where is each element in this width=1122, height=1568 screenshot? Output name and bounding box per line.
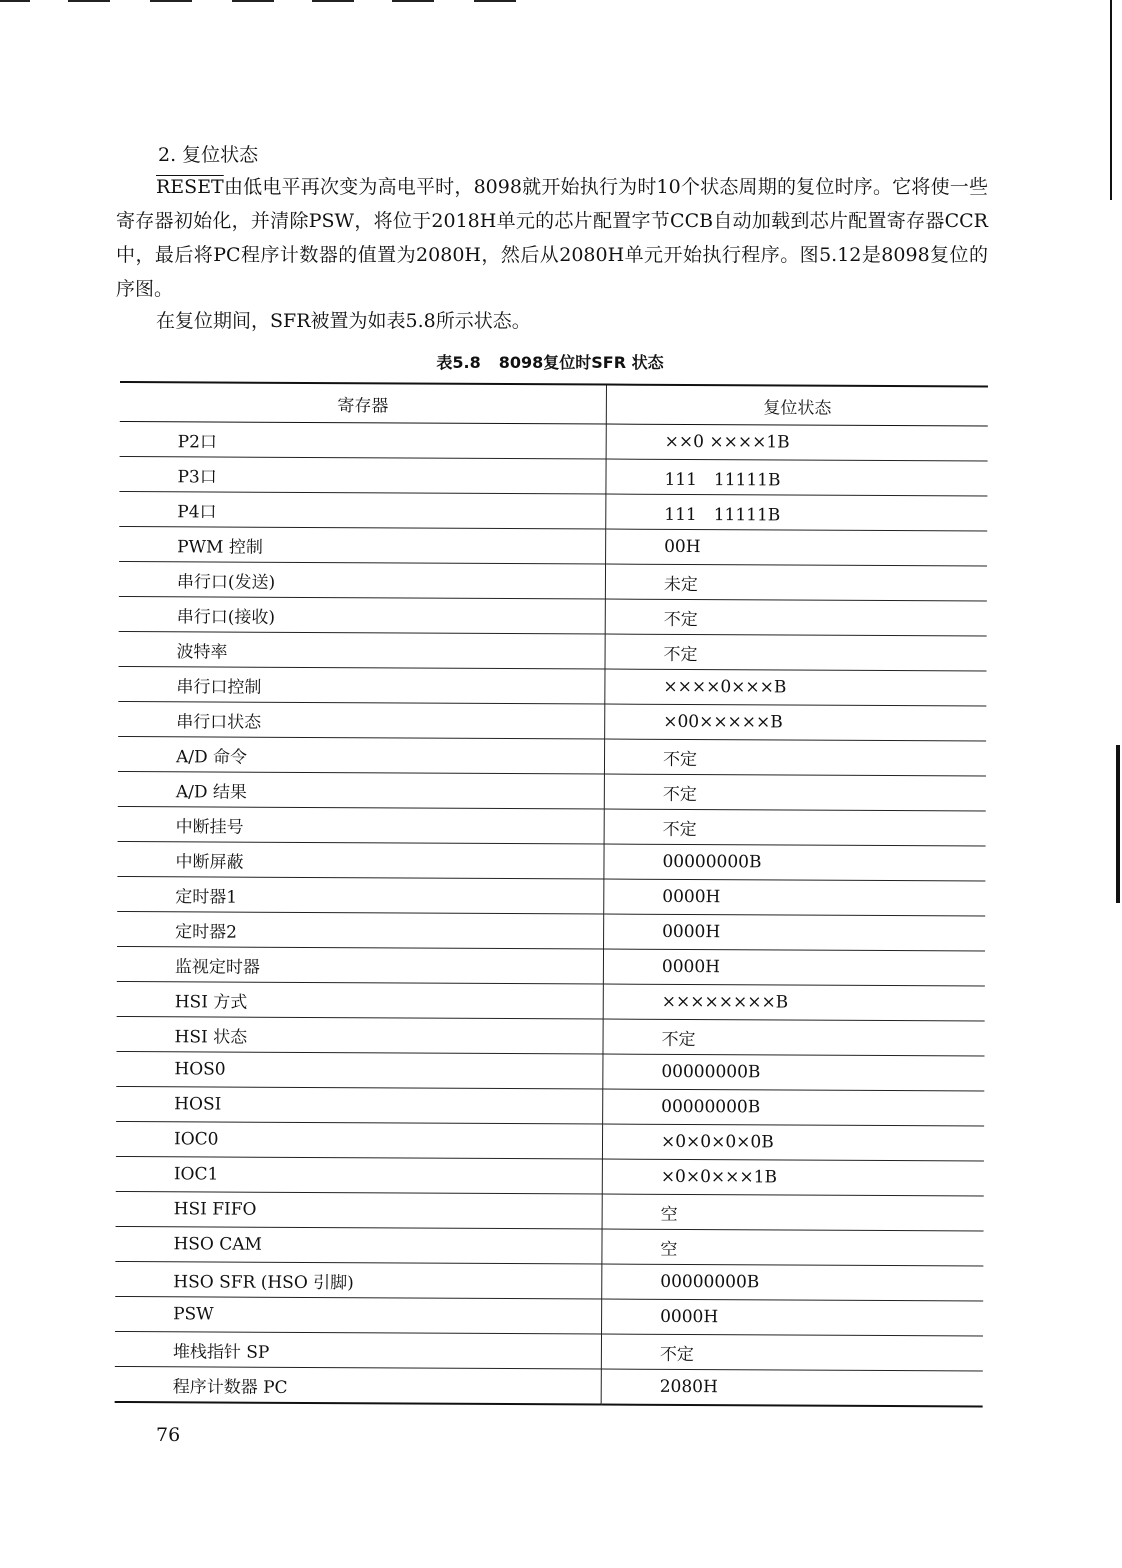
table-caption-title: 8098复位时SFR 状态 <box>498 353 664 372</box>
paragraph-reset-text: 由低电平再次变为高电平时，8098就开始执行为时10个状态周期的复位时序。它将使一些寄存器初始化，并清除PSW，将位于2018H单元的芯片配置字节CCB自动加载到芯片配置寄存器CCR中，最后将PC程序计数器的值置为2080H，然后从2080H单元开始执行程序。图5.12是8098复位的序图。 <box>116 176 988 300</box>
register-cell: 定时器2 <box>117 911 604 949</box>
register-cell: HOS0 <box>116 1051 603 1089</box>
table-row <box>119 596 987 636</box>
state-cell: 空 <box>602 1229 984 1266</box>
sfr-reset-table <box>115 381 988 1408</box>
header-rules <box>0 0 1122 4</box>
state-cell: 不定 <box>605 634 987 671</box>
register-cell: PSW <box>115 1296 602 1334</box>
state-cell: 0000H <box>604 914 986 951</box>
table-row <box>115 1226 983 1266</box>
register-cell: 波特率 <box>119 631 606 669</box>
table-row <box>117 911 985 951</box>
register-cell: 串行口控制 <box>118 666 605 704</box>
state-cell: 0000H <box>602 1299 984 1336</box>
state-cell: 00000000B <box>602 1264 984 1301</box>
register-cell: 堆栈指针 SP <box>115 1331 602 1369</box>
register-cell: 监视定时器 <box>117 946 604 984</box>
register-cell: 中断屏蔽 <box>117 841 604 879</box>
state-cell: 不定 <box>603 1019 985 1056</box>
paragraph-reset <box>116 170 988 306</box>
table-row <box>117 876 985 916</box>
state-cell: 111 11111B <box>606 459 988 496</box>
table-row <box>119 526 987 566</box>
register-cell: 串行口(接收) <box>119 596 606 634</box>
state-cell: 不定 <box>601 1334 983 1371</box>
register-cell: A/D 命令 <box>118 736 605 774</box>
state-cell: 空 <box>602 1194 984 1231</box>
right-edge-line-bottom <box>1116 745 1120 903</box>
table-row <box>116 1086 984 1126</box>
state-cell: 不定 <box>604 809 986 846</box>
state-cell: ××0 ××××1B <box>606 424 988 461</box>
register-cell: HSI 状态 <box>116 1016 603 1054</box>
table-row <box>118 806 986 846</box>
page-number: 76 <box>156 1424 181 1446</box>
table-row <box>116 1051 984 1091</box>
table-row <box>116 1016 984 1056</box>
right-edge-line-top <box>1110 0 1112 200</box>
table-row <box>117 841 985 881</box>
state-cell: 0000H <box>604 879 986 916</box>
table-row <box>120 421 988 461</box>
register-cell: PWM 控制 <box>119 526 606 564</box>
table-row <box>119 631 987 671</box>
state-cell: ×0×0×××1B <box>602 1159 984 1196</box>
header-register: 寄存器 <box>120 382 607 424</box>
table-row <box>117 981 985 1021</box>
table-row <box>117 946 985 986</box>
table-row <box>115 1366 983 1406</box>
table-row <box>118 666 986 706</box>
register-cell: HSO SFR (HSO 引脚) <box>115 1261 602 1299</box>
register-cell: HSO CAM <box>115 1226 602 1264</box>
table-row <box>115 1261 983 1301</box>
state-cell: 不定 <box>605 599 987 636</box>
state-cell: 0000H <box>603 949 985 986</box>
paragraph-sfr: 在复位期间，SFR被置为如表5.8所示状态。 <box>156 310 531 332</box>
state-cell: 不定 <box>604 774 986 811</box>
table-row <box>115 1296 983 1336</box>
register-cell: 中断挂号 <box>118 806 605 844</box>
table-body <box>115 421 988 1406</box>
state-cell: ××××0×××B <box>605 669 987 706</box>
state-cell: 00000000B <box>603 1089 985 1126</box>
state-cell: 111 11111B <box>606 494 988 531</box>
table-row <box>118 736 986 776</box>
table-row <box>116 1121 984 1161</box>
register-cell: 定时器1 <box>117 876 604 914</box>
table-row <box>119 491 987 531</box>
register-cell: 串行口(发送) <box>119 561 606 599</box>
register-cell: P4口 <box>119 491 606 529</box>
table-row <box>118 701 986 741</box>
register-cell: P2口 <box>120 421 607 459</box>
table-row <box>116 1156 984 1196</box>
state-cell: ×00×××××B <box>605 704 987 741</box>
register-cell: 程序计数器 PC <box>115 1366 602 1404</box>
register-cell: P3口 <box>119 456 606 494</box>
table-row <box>119 456 987 496</box>
register-cell: HSI 方式 <box>117 981 604 1019</box>
table-header-row <box>120 382 988 426</box>
register-cell: HOSI <box>116 1086 603 1124</box>
register-cell: IOC0 <box>116 1121 603 1159</box>
state-cell: ××××××××B <box>603 984 985 1021</box>
table-row <box>119 561 987 601</box>
state-cell: ×0×0×0×0B <box>602 1124 984 1161</box>
table-row <box>115 1331 983 1371</box>
state-cell: 00000000B <box>603 1054 985 1091</box>
table-caption-number: 表5.8 <box>436 353 481 372</box>
register-cell: IOC1 <box>116 1156 603 1194</box>
section-title: 2. 复位状态 <box>158 144 259 166</box>
state-cell: 00000000B <box>604 844 986 881</box>
reset-signal-name: RESET <box>156 176 224 198</box>
state-cell: 不定 <box>604 739 986 776</box>
header-state: 复位状态 <box>606 385 988 426</box>
state-cell: 00H <box>606 529 988 566</box>
register-cell: HSI FIFO <box>116 1191 603 1229</box>
register-cell: 串行口状态 <box>118 701 605 739</box>
state-cell: 2080H <box>601 1369 983 1406</box>
register-cell: A/D 结果 <box>118 771 605 809</box>
table-row <box>118 771 986 811</box>
state-cell: 未定 <box>605 564 987 601</box>
table-row <box>116 1191 984 1231</box>
table-caption <box>0 350 1100 373</box>
